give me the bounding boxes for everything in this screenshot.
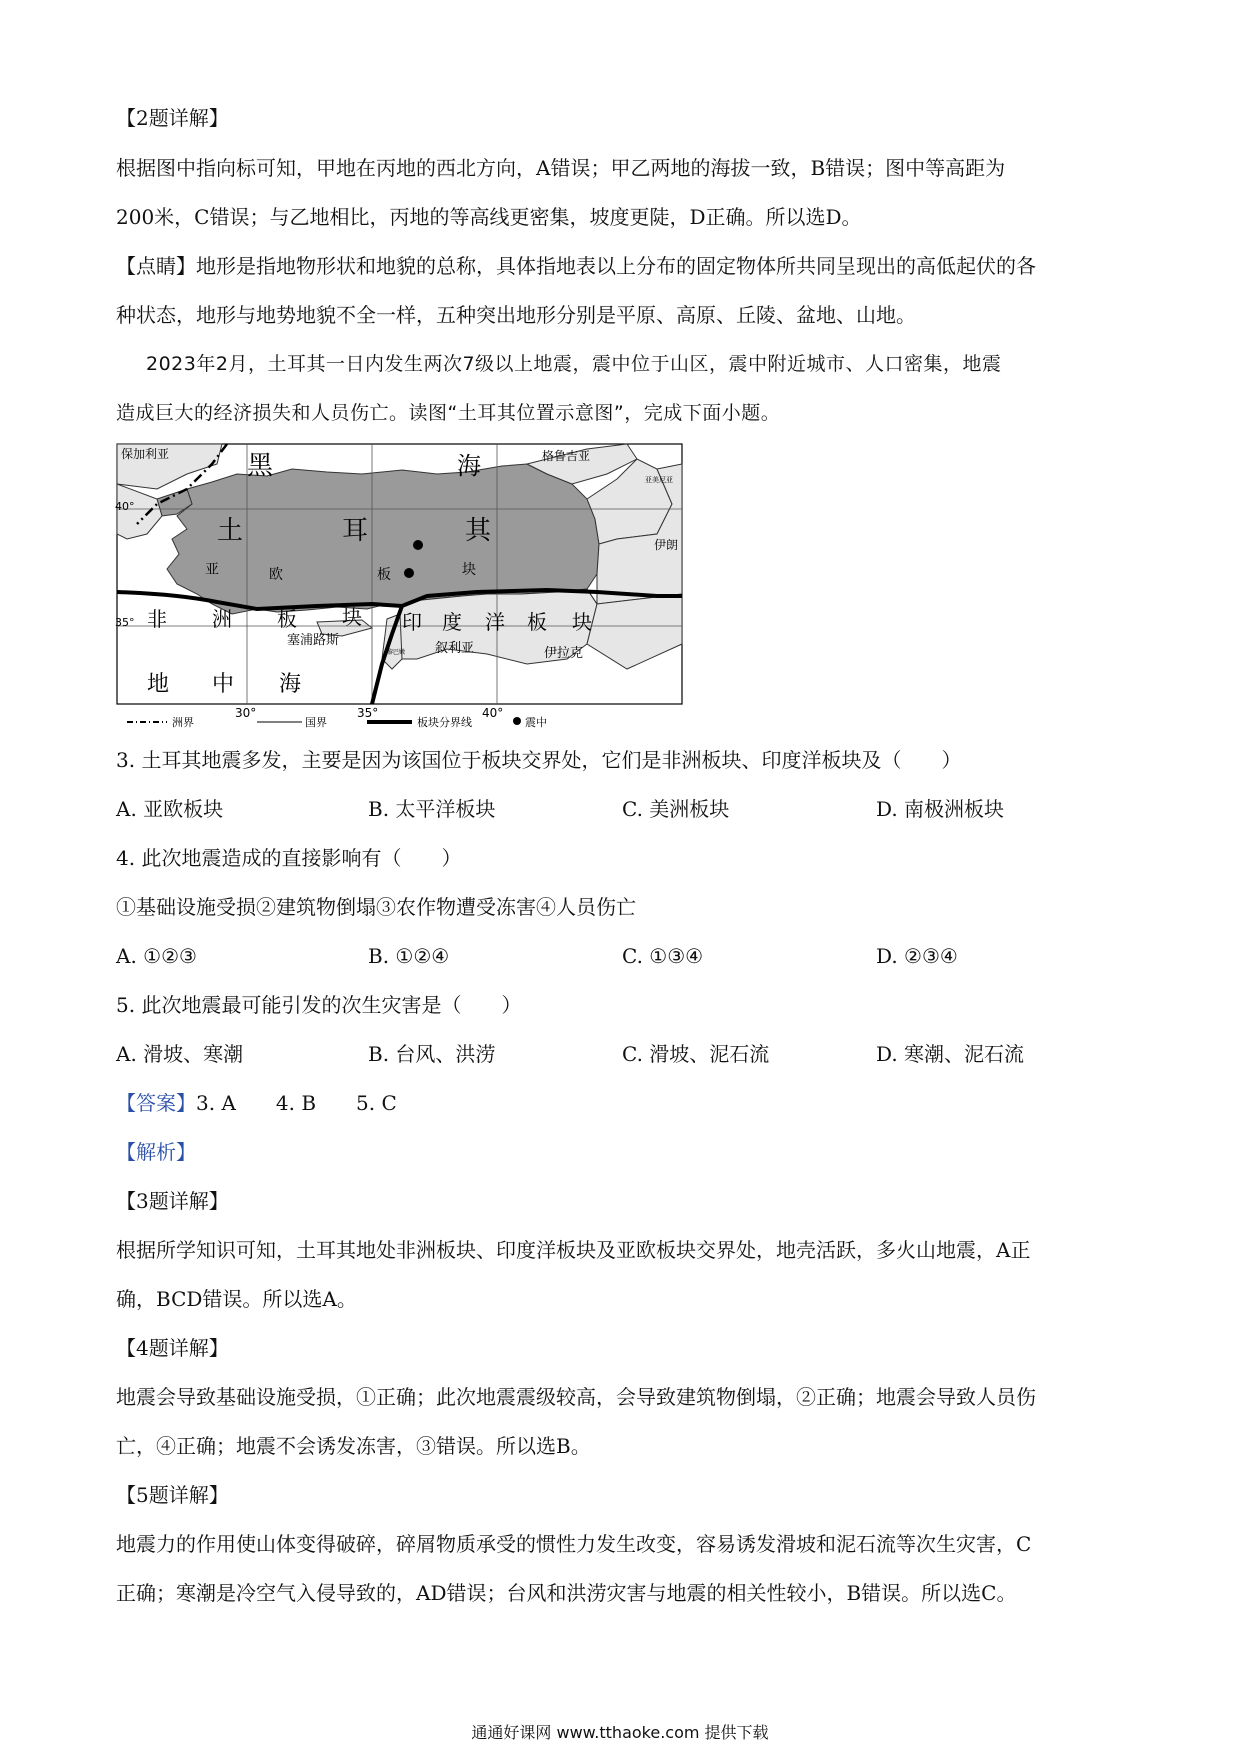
label-lon35: 35° [357, 706, 379, 720]
label-kuai: 块 [462, 562, 476, 578]
legend-epicenter-dot [513, 717, 521, 725]
paragraph-line: 200米，C错误；与乙地相比，丙地的等高线更密集，坡度更陡，D正确。所以选D。 [116, 205, 862, 229]
q5-option-b: B. 台风、洪涝 [368, 1042, 496, 1066]
q4-option-a: A. ①②③ [116, 944, 197, 968]
label-kuai3: 块 [572, 610, 592, 634]
label-ban: 板 [377, 567, 391, 583]
q4-option-c: C. ①③④ [622, 944, 704, 968]
tip-line: 种状态，地形与地势地貌不全一样，五种突出地形分别是平原、高原、丘陵、盆地、山地。 [116, 303, 916, 327]
legend-plate-label: 板块分界线 [417, 716, 472, 729]
label-ya: 亚 [205, 562, 219, 578]
tip-line: 【点睛】地形是指地物形状和地貌的总称，具体指地表以上分布的固定物体所共同呈现出的高低起伏的各 [116, 254, 1036, 278]
label-lon30: 30° [235, 706, 257, 720]
label-iraq: 伊拉克 [544, 646, 584, 661]
label-cyprus: 塞浦路斯 [287, 633, 340, 648]
paragraph-line: 地震力的作用使山体变得破碎，碎屑物质承受的惯性力发生改变，容易诱发滑坡和泥石流等次生灾害，C [116, 1532, 1032, 1556]
label-qi: 其 [465, 516, 492, 546]
intro-line: 造成巨大的经济损失和人员伤亡。读图“土耳其位置示意图”，完成下面小题。 [116, 402, 781, 424]
paragraph-line: 根据所学知识可知，土耳其地处非洲板块、印度洋板块及亚欧板块交界处，地壳活跃，多火山地震，A正 [116, 1238, 1031, 1262]
answer-line [116, 1088, 397, 1118]
label-yang: 洋 [485, 610, 505, 634]
label-ban2: 板 [277, 607, 297, 631]
question-5-stem: 5. 此次地震最可能引发的次生灾害是（ ） [116, 993, 522, 1017]
epicenter-dot [404, 568, 414, 578]
question-3-stem: 3. 土耳其地震多发，主要是因为该国位于板块交界处，它们是非洲板块、印度洋板块及（ ） [116, 748, 962, 772]
q4-option-d: D. ②③④ [876, 944, 958, 968]
label-fei: 非 [147, 607, 167, 631]
label-syria: 叙利亚 [435, 641, 475, 656]
label-lebanon: 黎巴嫩 [387, 649, 406, 656]
label-lat35: 35° [115, 616, 135, 629]
paragraph-line: 正确；寒潮是冷空气入侵导致的，AD错误；台风和洪涝灾害与地震的相关性较小，B错误。所以选C。 [116, 1581, 1017, 1605]
legend-country-label: 国界 [305, 716, 327, 729]
q3-option-a: A. 亚欧板块 [116, 797, 224, 821]
label-ou: 欧 [269, 567, 283, 583]
legend-continent-label: 洲界 [172, 716, 194, 729]
label-tu: 土 [217, 516, 244, 546]
label-ban3: 板 [527, 610, 547, 634]
q5-option-a: A. 滑坡、寒潮 [116, 1042, 244, 1066]
label-di: 地 [147, 672, 170, 697]
intro-line: 2023年2月，土耳其一日内发生两次7级以上地震，震中位于山区，震中附近城市、人口密集，地震 [146, 353, 1002, 375]
label-lat40: 40° [115, 500, 135, 513]
heading-q3-detail: 【3题详解】 [116, 1189, 229, 1213]
label-sea: 海 [457, 452, 481, 480]
label-georgia: 格鲁吉亚 [542, 449, 591, 463]
legend-epicenter-label: 震中 [525, 716, 547, 729]
heading-q2-detail: 【2题详解】 [116, 106, 229, 130]
analysis-label: 【解析】 [116, 1140, 196, 1164]
label-yin: 印 [402, 610, 422, 634]
label-kuai2: 块 [342, 605, 362, 629]
paragraph-line: 地震会导致基础设施受损，①正确；此次地震震级较高，会导致建筑物倒塌，②正确；地震会导致人员伤 [116, 1385, 1036, 1409]
q4-option-b: B. ①②④ [368, 944, 450, 968]
q3-option-d: D. 南极洲板块 [876, 797, 1005, 821]
label-zhong: 中 [212, 672, 235, 697]
question-4-items: ①基础设施受损②建筑物倒塌③农作物遭受冻害④人员伤亡 [116, 895, 636, 919]
label-zhou: 洲 [212, 607, 232, 631]
question-4-stem: 4. 此次地震造成的直接影响有（ ） [116, 846, 462, 870]
label-er: 耳 [342, 516, 369, 546]
paragraph-line: 确，BCD错误。所以选A。 [116, 1287, 357, 1311]
label-hai: 海 [279, 672, 302, 697]
answer-label: 【答案】 [116, 1091, 196, 1115]
label-du: 度 [442, 610, 462, 634]
q3-option-c: C. 美洲板块 [622, 797, 730, 821]
label-black: 黑 [247, 451, 274, 481]
label-lon40: 40° [482, 706, 504, 720]
paragraph-line: 根据图中指向标可知，甲地在丙地的西北方向，A错误；甲乙两地的海拔一致，B错误；图中等高距为 [116, 156, 1006, 180]
q3-option-b: B. 太平洋板块 [368, 797, 496, 821]
label-armenia: 亚美尼亚 [645, 476, 673, 484]
q5-option-d: D. 寒潮、泥石流 [876, 1042, 1025, 1066]
epicenter-dot [413, 540, 423, 550]
heading-q4-detail: 【4题详解】 [116, 1336, 229, 1360]
label-bulgaria: 保加利亚 [121, 447, 170, 461]
turkey-location-map [115, 444, 682, 729]
q5-option-c: C. 滑坡、泥石流 [622, 1042, 770, 1066]
answer-text: 3. A 4. B 5. C [196, 1091, 397, 1115]
label-iran: 伊朗 [654, 538, 679, 552]
paragraph-line: 亡，④正确；地震不会诱发冻害，③错误。所以选B。 [116, 1434, 591, 1458]
heading-q5-detail: 【5题详解】 [116, 1483, 229, 1507]
page-footer: 通通好课网 www.tthaoke.com 提供下载 [471, 1723, 769, 1742]
